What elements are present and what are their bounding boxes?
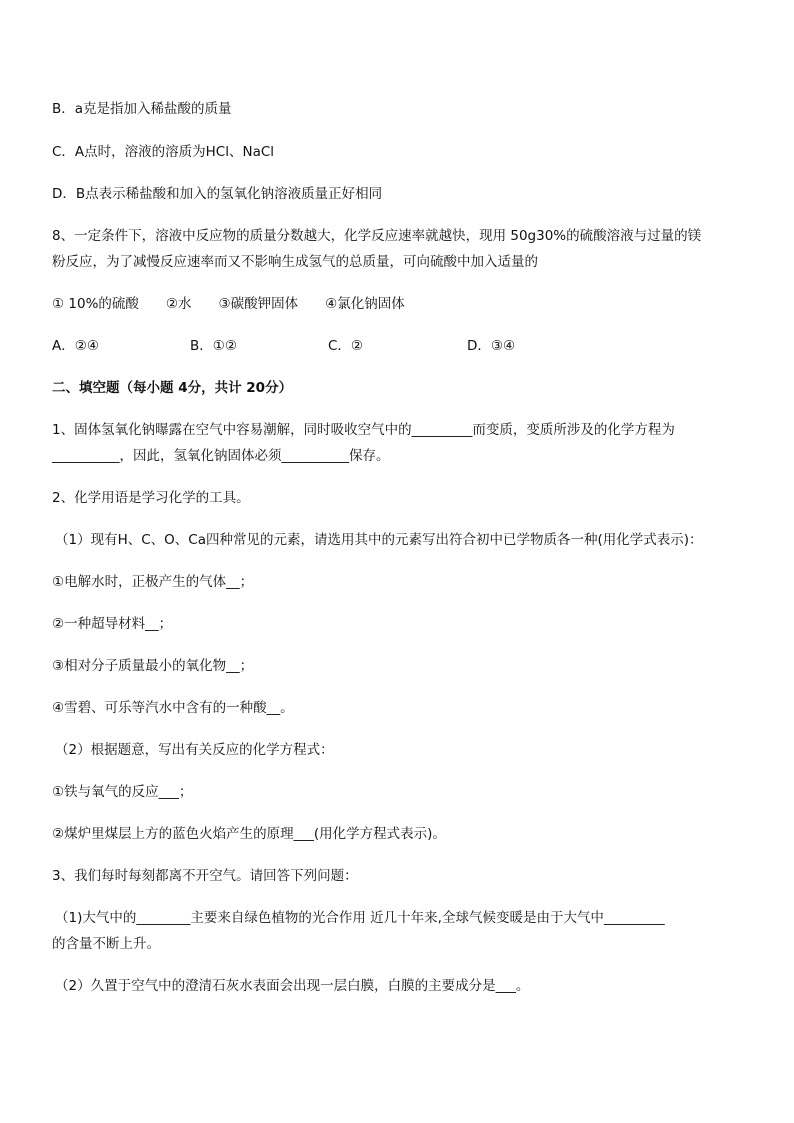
fill-question-2-eq-1: ①铁与氧气的反应___； [52, 784, 193, 800]
question-8-text: 8、一定条件下，溶液中反应物的质量分数越大，化学反应速率就越快，现用 50g30%的硫酸溶液与过量的镁 [52, 228, 702, 244]
fill-question-2-item-1: ①电解水时，正极产生的气体__； [52, 574, 254, 590]
fill-question-3: 3、我们每时每刻都离不开空气。请回答下列问题： [52, 868, 358, 884]
fill-question-1-cont: __________，因此，氢氧化钠固体必须__________保存。 [52, 448, 390, 464]
option-d: D．③④ [467, 338, 516, 354]
fill-question-2-part-1: （1）现有H、C、O、Ca四种常见的元素，请选用其中的元素写出符合初中已学物质各一种(用化学式表示)： [55, 532, 703, 548]
fill-question-2-item-2: ②一种超导材料__； [52, 616, 173, 632]
fill-question-2-eq-2: ②煤炉里煤层上方的蓝色火焰产生的原理___(用化学方程式表示)。 [52, 826, 446, 842]
question-8-choices: ① 10%的硫酸 ②水 ③碳酸钾固体 ④氯化钠固体 [52, 296, 405, 312]
fill-question-2-part-2: （2）根据题意，写出有关反应的化学方程式： [55, 742, 334, 758]
fill-question-3-part-2: （2）久置于空气中的澄清石灰水表面会出现一层白膜，白膜的主要成分是___。 [55, 978, 530, 994]
fill-question-3-part-1-cont: 的含量不断上升。 [52, 936, 160, 952]
option-c-text: C．A点时，溶液的溶质为HCl、NaCl [52, 144, 275, 160]
fill-question-3-part-1: （1)大气中的________主要来自绿色植物的光合作用 近几十年来,全球气候变暖是由于大气中_________ [55, 910, 665, 926]
fill-question-2-item-3: ③相对分子质量最小的氧化物__； [52, 658, 254, 674]
fill-question-2: 2、化学用语是学习化学的工具。 [52, 490, 250, 506]
option-c: C．② [328, 338, 364, 354]
question-8-text-cont: 粉反应，为了减慢反应速率而又不影响生成氢气的总质量，可向硫酸中加入适量的 [52, 254, 538, 270]
fill-question-2-item-4: ④雪碧、可乐等汽水中含有的一种酸__。 [52, 700, 294, 716]
option-d-text: D．B点表示稀盐酸和加入的氢氧化钠溶液质量正好相同 [52, 186, 383, 202]
section-2-heading: 二、填空题（每小题 4分，共计 20分） [52, 380, 293, 396]
option-b-text: B．a克是指加入稀盐酸的质量 [52, 101, 232, 117]
fill-question-1: 1、固体氢氧化钠曝露在空气中容易潮解，同时吸收空气中的_________而变质，变质所涉及的化学方程为 [52, 422, 675, 438]
option-b: B．①② [190, 338, 237, 354]
option-a: A．②④ [52, 338, 99, 354]
